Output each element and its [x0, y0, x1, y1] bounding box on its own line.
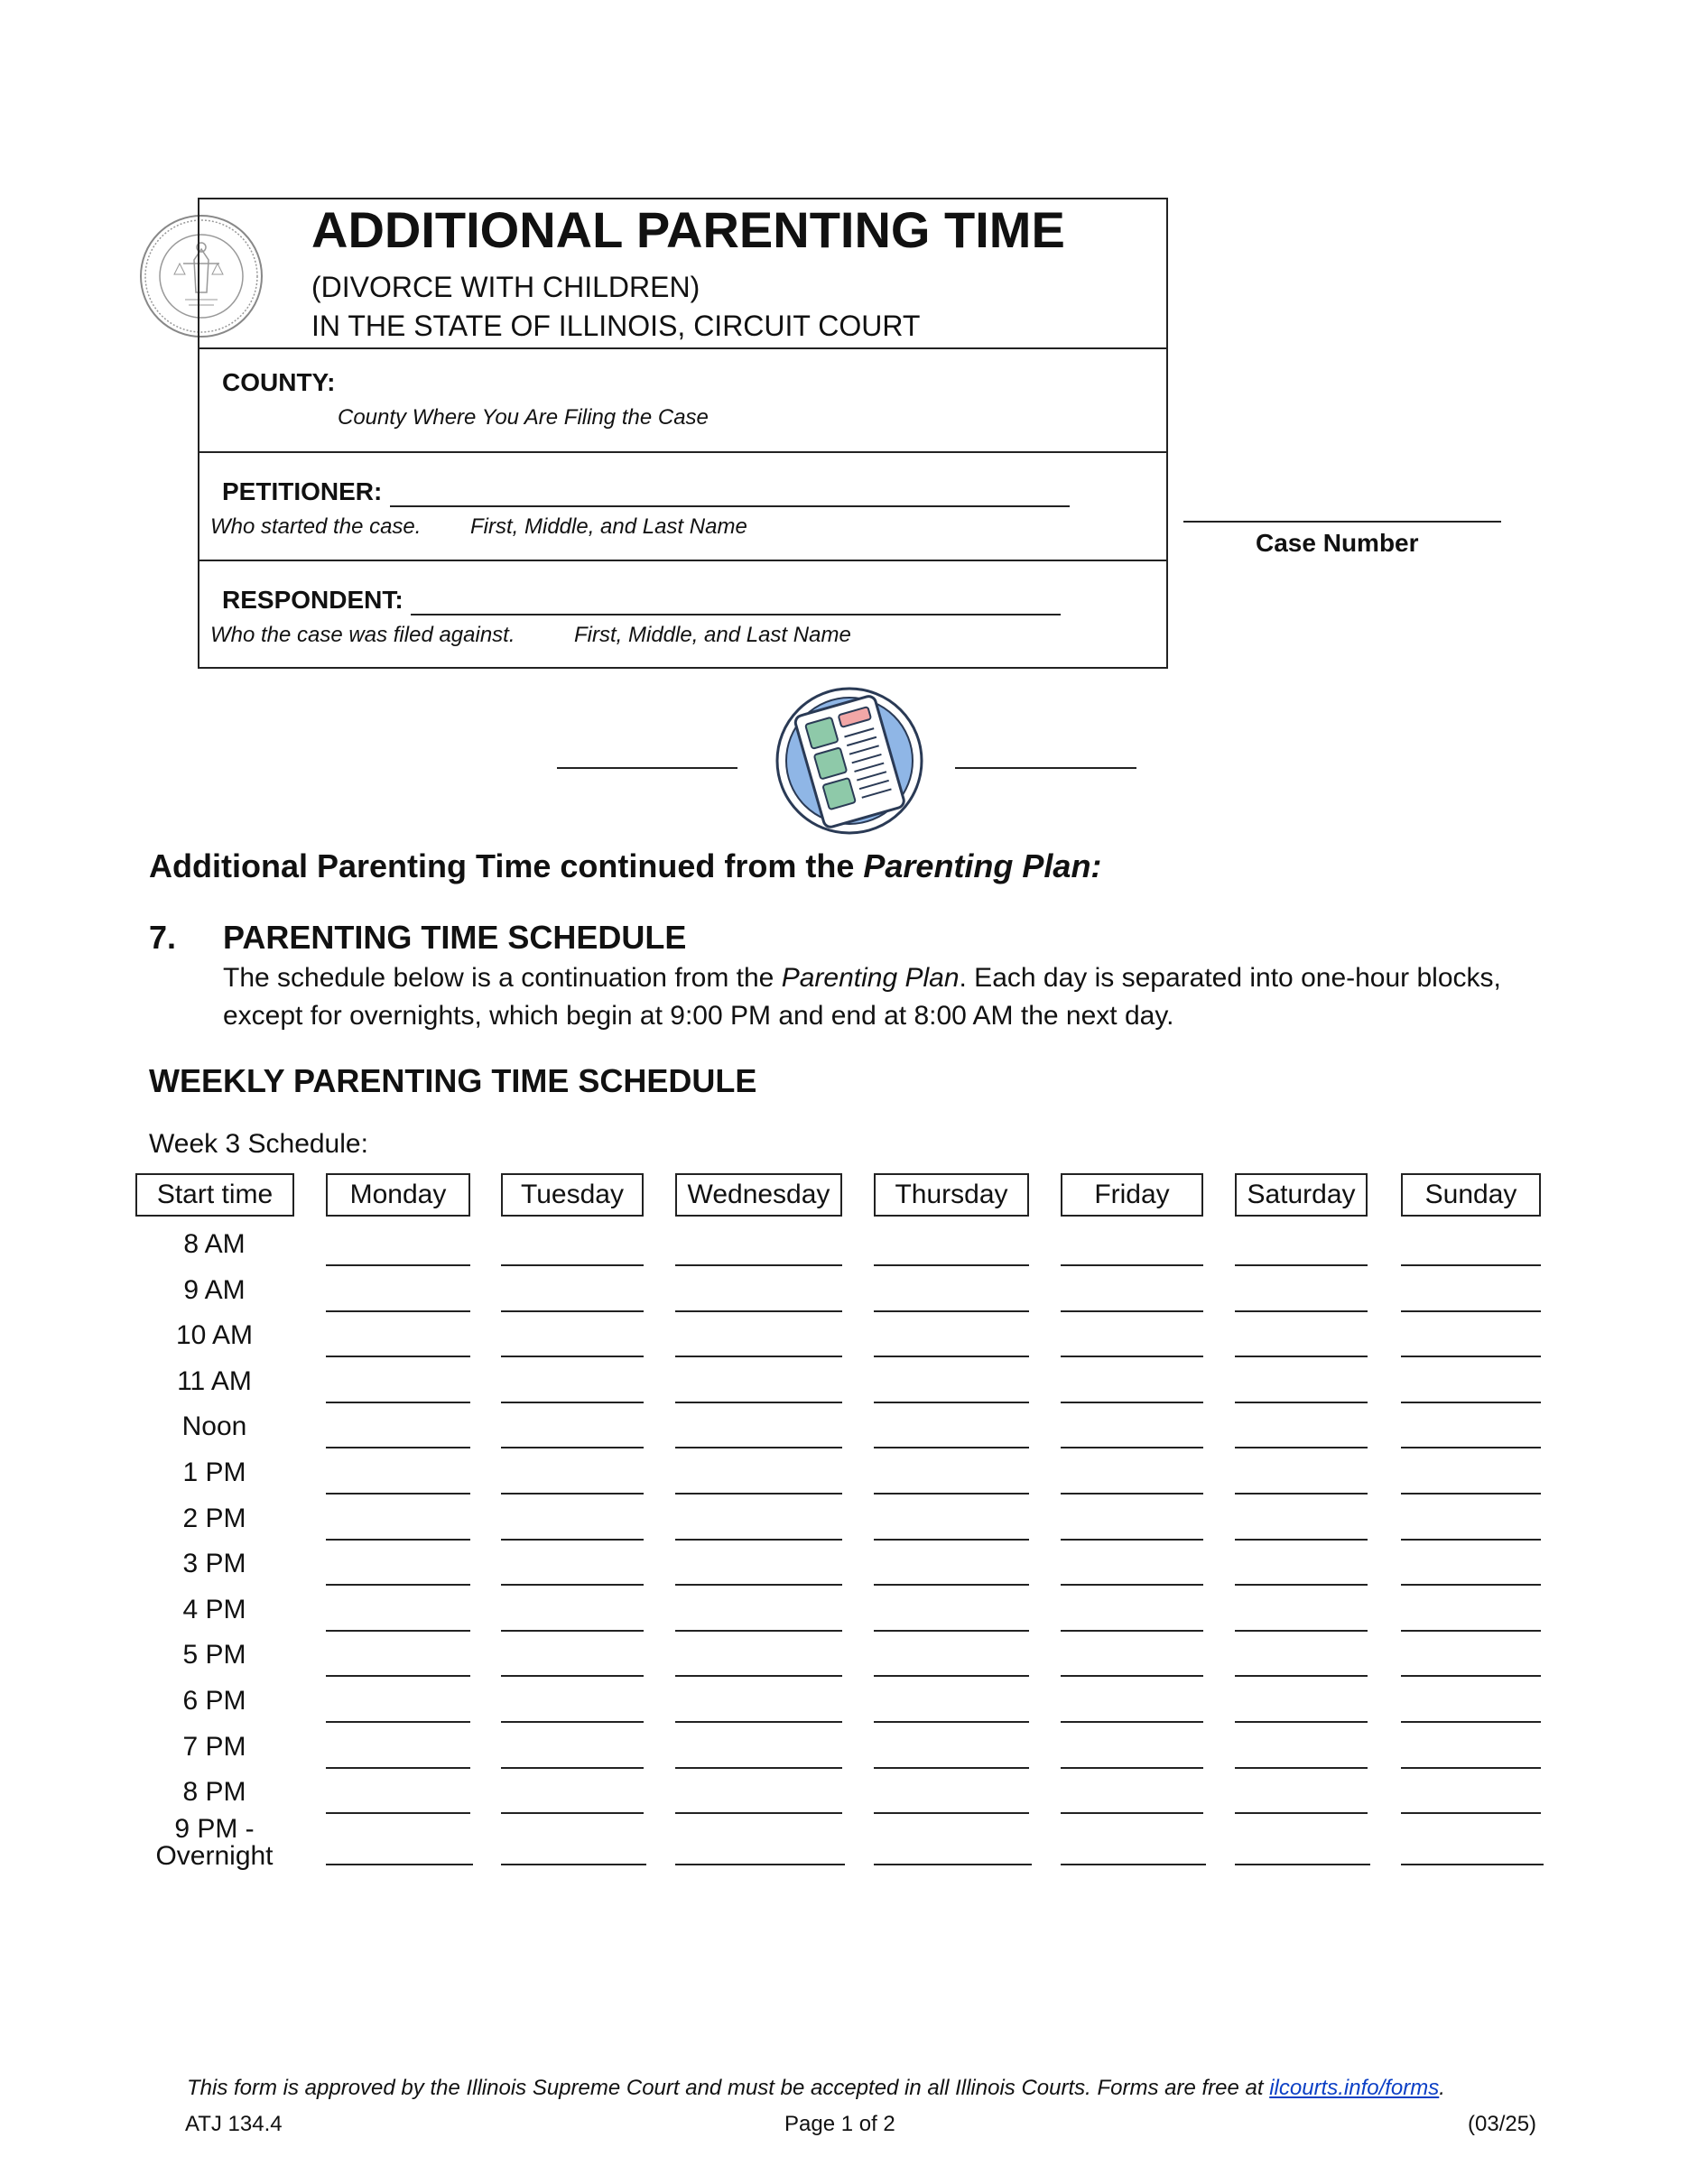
schedule-cell-tuesday[interactable]	[501, 1508, 644, 1541]
schedule-cell-sunday[interactable]	[1401, 1234, 1541, 1266]
schedule-heading: WEEKLY PARENTING TIME SCHEDULE	[149, 1062, 757, 1099]
schedule-cell-tuesday[interactable]	[501, 1462, 644, 1495]
schedule-cell-tuesday[interactable]	[501, 1234, 644, 1266]
schedule-cell-sunday[interactable]	[1401, 1508, 1541, 1541]
petitioner-label: PETITIONER:	[222, 477, 383, 505]
schedule-cell-friday[interactable]	[1061, 1462, 1203, 1495]
schedule-cell-sunday[interactable]	[1401, 1462, 1541, 1495]
schedule-cell-saturday[interactable]	[1235, 1280, 1368, 1312]
schedule-cell-tuesday[interactable]	[501, 1736, 644, 1769]
schedule-cell-thursday[interactable]	[874, 1371, 1029, 1403]
schedule-cell-friday[interactable]	[1061, 1325, 1203, 1357]
schedule-cell-overnight-wednesday[interactable]	[675, 1833, 845, 1865]
schedule-cell-monday[interactable]	[326, 1325, 470, 1357]
day-header-sunday: Sunday	[1401, 1173, 1541, 1217]
schedule-cell-sunday[interactable]	[1401, 1644, 1541, 1677]
schedule-cell-wednesday[interactable]	[675, 1325, 842, 1357]
section-number: 7.	[149, 919, 177, 956]
schedule-cell-thursday[interactable]	[874, 1280, 1029, 1312]
schedule-cell-thursday[interactable]	[874, 1462, 1029, 1495]
schedule-cell-monday[interactable]	[326, 1690, 470, 1723]
schedule-cell-wednesday[interactable]	[675, 1280, 842, 1312]
form-subtitle: (DIVORCE WITH CHILDREN)	[311, 271, 700, 303]
case-number-field[interactable]	[1183, 492, 1501, 523]
schedule-cell-sunday[interactable]	[1401, 1599, 1541, 1632]
divider-right	[955, 740, 1136, 769]
time-label: 5 PM	[182, 1640, 246, 1670]
schedule-cell-wednesday[interactable]	[675, 1781, 842, 1814]
day-header-friday: Friday	[1061, 1173, 1203, 1217]
schedule-cell-saturday[interactable]	[1235, 1462, 1368, 1495]
overnight-label-start: 9 PM -	[174, 1814, 255, 1844]
schedule-cell-saturday[interactable]	[1235, 1599, 1368, 1632]
time-label: 8 PM	[182, 1777, 246, 1807]
schedule-cell-overnight-friday[interactable]	[1061, 1833, 1206, 1865]
schedule-cell-monday[interactable]	[326, 1371, 470, 1403]
county-hint: County Where You Are Filing the Case	[338, 405, 709, 430]
schedule-cell-wednesday[interactable]	[675, 1508, 842, 1541]
respondent-hint-name: First, Middle, and Last Name	[574, 623, 851, 647]
schedule-cell-wednesday[interactable]	[675, 1462, 842, 1495]
schedule-cell-thursday[interactable]	[874, 1599, 1029, 1632]
schedule-cell-wednesday[interactable]	[675, 1644, 842, 1677]
schedule-cell-friday[interactable]	[1061, 1644, 1203, 1677]
petitioner-field[interactable]	[390, 477, 1070, 507]
schedule-cell-saturday[interactable]	[1235, 1690, 1368, 1723]
document-icon	[774, 684, 925, 838]
time-label: 1 PM	[182, 1458, 246, 1487]
schedule-cell-wednesday[interactable]	[675, 1736, 842, 1769]
schedule-cell-thursday[interactable]	[874, 1234, 1029, 1266]
time-label: 3 PM	[182, 1549, 246, 1578]
time-label: 10 AM	[175, 1320, 254, 1350]
schedule-cell-sunday[interactable]	[1401, 1280, 1541, 1312]
schedule-cell-sunday[interactable]	[1401, 1553, 1541, 1586]
schedule-cell-overnight-tuesday[interactable]	[501, 1833, 646, 1865]
form-code: ATJ 134.4	[185, 2112, 283, 2136]
schedule-cell-saturday[interactable]	[1235, 1416, 1368, 1448]
schedule-cell-tuesday[interactable]	[501, 1325, 644, 1357]
time-label: 11 AM	[177, 1366, 252, 1396]
form-title: ADDITIONAL PARENTING TIME	[311, 201, 1065, 258]
schedule-cell-saturday[interactable]	[1235, 1371, 1368, 1403]
schedule-cell-saturday[interactable]	[1235, 1644, 1368, 1677]
time-label: 7 PM	[182, 1732, 246, 1762]
schedule-cell-tuesday[interactable]	[501, 1371, 644, 1403]
schedule-cell-thursday[interactable]	[874, 1690, 1029, 1723]
schedule-cell-wednesday[interactable]	[675, 1234, 842, 1266]
start-time-header: Start time	[135, 1173, 294, 1217]
schedule-cell-monday[interactable]	[326, 1280, 470, 1312]
day-header-tuesday: Tuesday	[501, 1173, 644, 1217]
schedule-cell-thursday[interactable]	[874, 1325, 1029, 1357]
time-label: 8 AM	[183, 1229, 246, 1259]
divider-left	[557, 740, 737, 769]
schedule-cell-thursday[interactable]	[874, 1416, 1029, 1448]
revision-date: (03/25)	[1468, 2112, 1537, 2136]
day-header-monday: Monday	[326, 1173, 470, 1217]
week-label: Week 3 Schedule:	[149, 1129, 368, 1159]
court-name: IN THE STATE OF ILLINOIS, CIRCUIT COURT	[311, 310, 921, 342]
schedule-cell-wednesday[interactable]	[675, 1371, 842, 1403]
time-label: 4 PM	[182, 1595, 246, 1624]
schedule-cell-overnight-saturday[interactable]	[1235, 1833, 1370, 1865]
petitioner-hint-name: First, Middle, and Last Name	[470, 514, 747, 539]
schedule-cell-friday[interactable]	[1061, 1690, 1203, 1723]
schedule-cell-saturday[interactable]	[1235, 1234, 1368, 1266]
schedule-cell-monday[interactable]	[326, 1644, 470, 1677]
schedule-cell-sunday[interactable]	[1401, 1416, 1541, 1448]
schedule-cell-saturday[interactable]	[1235, 1325, 1368, 1357]
schedule-cell-sunday[interactable]	[1401, 1736, 1541, 1769]
schedule-cell-tuesday[interactable]	[501, 1781, 644, 1814]
schedule-cell-overnight-sunday[interactable]	[1401, 1833, 1544, 1865]
time-label-overnight	[135, 1816, 293, 1870]
schedule-cell-thursday[interactable]	[874, 1736, 1029, 1769]
respondent-label: RESPONDENT:	[222, 586, 403, 614]
schedule-cell-saturday[interactable]	[1235, 1508, 1368, 1541]
schedule-cell-friday[interactable]	[1061, 1599, 1203, 1632]
schedule-cell-monday[interactable]	[326, 1599, 470, 1632]
intro-heading: Additional Parenting Time continued from the Parenting Plan:	[149, 847, 1102, 884]
schedule-cell-friday[interactable]	[1061, 1736, 1203, 1769]
schedule-cell-saturday[interactable]	[1235, 1736, 1368, 1769]
schedule-cell-monday[interactable]	[326, 1416, 470, 1448]
schedule-cell-friday[interactable]	[1061, 1371, 1203, 1403]
schedule-cell-overnight-thursday[interactable]	[874, 1833, 1032, 1865]
schedule-cell-wednesday[interactable]	[675, 1690, 842, 1723]
schedule-cell-thursday[interactable]	[874, 1781, 1029, 1814]
time-label: Noon	[181, 1411, 247, 1441]
schedule-cell-friday[interactable]	[1061, 1781, 1203, 1814]
schedule-cell-tuesday[interactable]	[501, 1599, 644, 1632]
schedule-cell-monday[interactable]	[326, 1553, 470, 1586]
schedule-cell-friday[interactable]	[1061, 1553, 1203, 1586]
schedule-cell-wednesday[interactable]	[675, 1416, 842, 1448]
schedule-cell-tuesday[interactable]	[501, 1280, 644, 1312]
schedule-cell-monday[interactable]	[326, 1234, 470, 1266]
time-label: 2 PM	[182, 1504, 246, 1533]
schedule-cell-saturday[interactable]	[1235, 1781, 1368, 1814]
schedule-cell-tuesday[interactable]	[501, 1416, 644, 1448]
day-header-saturday: Saturday	[1235, 1173, 1368, 1217]
schedule-cell-thursday[interactable]	[874, 1644, 1029, 1677]
footer-approval: This form is approved by the Illinois Supreme Court and must be accepted in all Illinois Courts. Forms are free at ilcourts.info/forms.	[187, 2076, 1445, 2100]
schedule-cell-tuesday[interactable]	[501, 1644, 644, 1677]
schedule-cell-saturday[interactable]	[1235, 1553, 1368, 1586]
case-number-label: Case Number	[1256, 529, 1419, 557]
schedule-cell-tuesday[interactable]	[501, 1690, 644, 1723]
schedule-cell-friday[interactable]	[1061, 1508, 1203, 1541]
section-title: PARENTING TIME SCHEDULE	[223, 919, 687, 956]
county-field[interactable]	[343, 363, 1110, 399]
section-text: The schedule below is a continuation from the Parenting Plan. Each day is separated into one-hour blocks, except for overnights, which begin at 9:00 PM and end at 8:00 AM the next day.	[223, 963, 1501, 1031]
schedule-cell-overnight-monday[interactable]	[326, 1833, 473, 1865]
schedule-cell-sunday[interactable]	[1401, 1781, 1541, 1814]
schedule-cell-wednesday[interactable]	[675, 1553, 842, 1586]
schedule-cell-tuesday[interactable]	[501, 1553, 644, 1586]
schedule-cell-sunday[interactable]	[1401, 1325, 1541, 1357]
schedule-cell-sunday[interactable]	[1401, 1371, 1541, 1403]
schedule-cell-thursday[interactable]	[874, 1508, 1029, 1541]
day-header-thursday: Thursday	[874, 1173, 1029, 1217]
respondent-hint-role: Who the case was filed against.	[210, 623, 515, 647]
page-number: Page 1 of 2	[784, 2112, 895, 2136]
day-header-wednesday: Wednesday	[675, 1173, 842, 1217]
time-label: 6 PM	[182, 1686, 246, 1716]
schedule-cell-monday[interactable]	[326, 1736, 470, 1769]
petitioner-hint-role: Who started the case.	[210, 514, 422, 539]
schedule-cell-monday[interactable]	[326, 1508, 470, 1541]
time-label: 9 AM	[183, 1275, 246, 1305]
schedule-cell-wednesday[interactable]	[675, 1599, 842, 1632]
county-label: COUNTY:	[222, 368, 336, 396]
schedule-cell-sunday[interactable]	[1401, 1690, 1541, 1723]
schedule-cell-friday[interactable]	[1061, 1280, 1203, 1312]
schedule-cell-friday[interactable]	[1061, 1234, 1203, 1266]
forms-link[interactable]: ilcourts.info/forms	[1269, 2076, 1440, 2100]
schedule-cell-monday[interactable]	[326, 1781, 470, 1814]
overnight-label-end: Overnight	[155, 1841, 274, 1871]
respondent-field[interactable]	[411, 585, 1061, 615]
schedule-cell-friday[interactable]	[1061, 1416, 1203, 1448]
schedule-cell-monday[interactable]	[326, 1462, 470, 1495]
schedule-cell-thursday[interactable]	[874, 1553, 1029, 1586]
